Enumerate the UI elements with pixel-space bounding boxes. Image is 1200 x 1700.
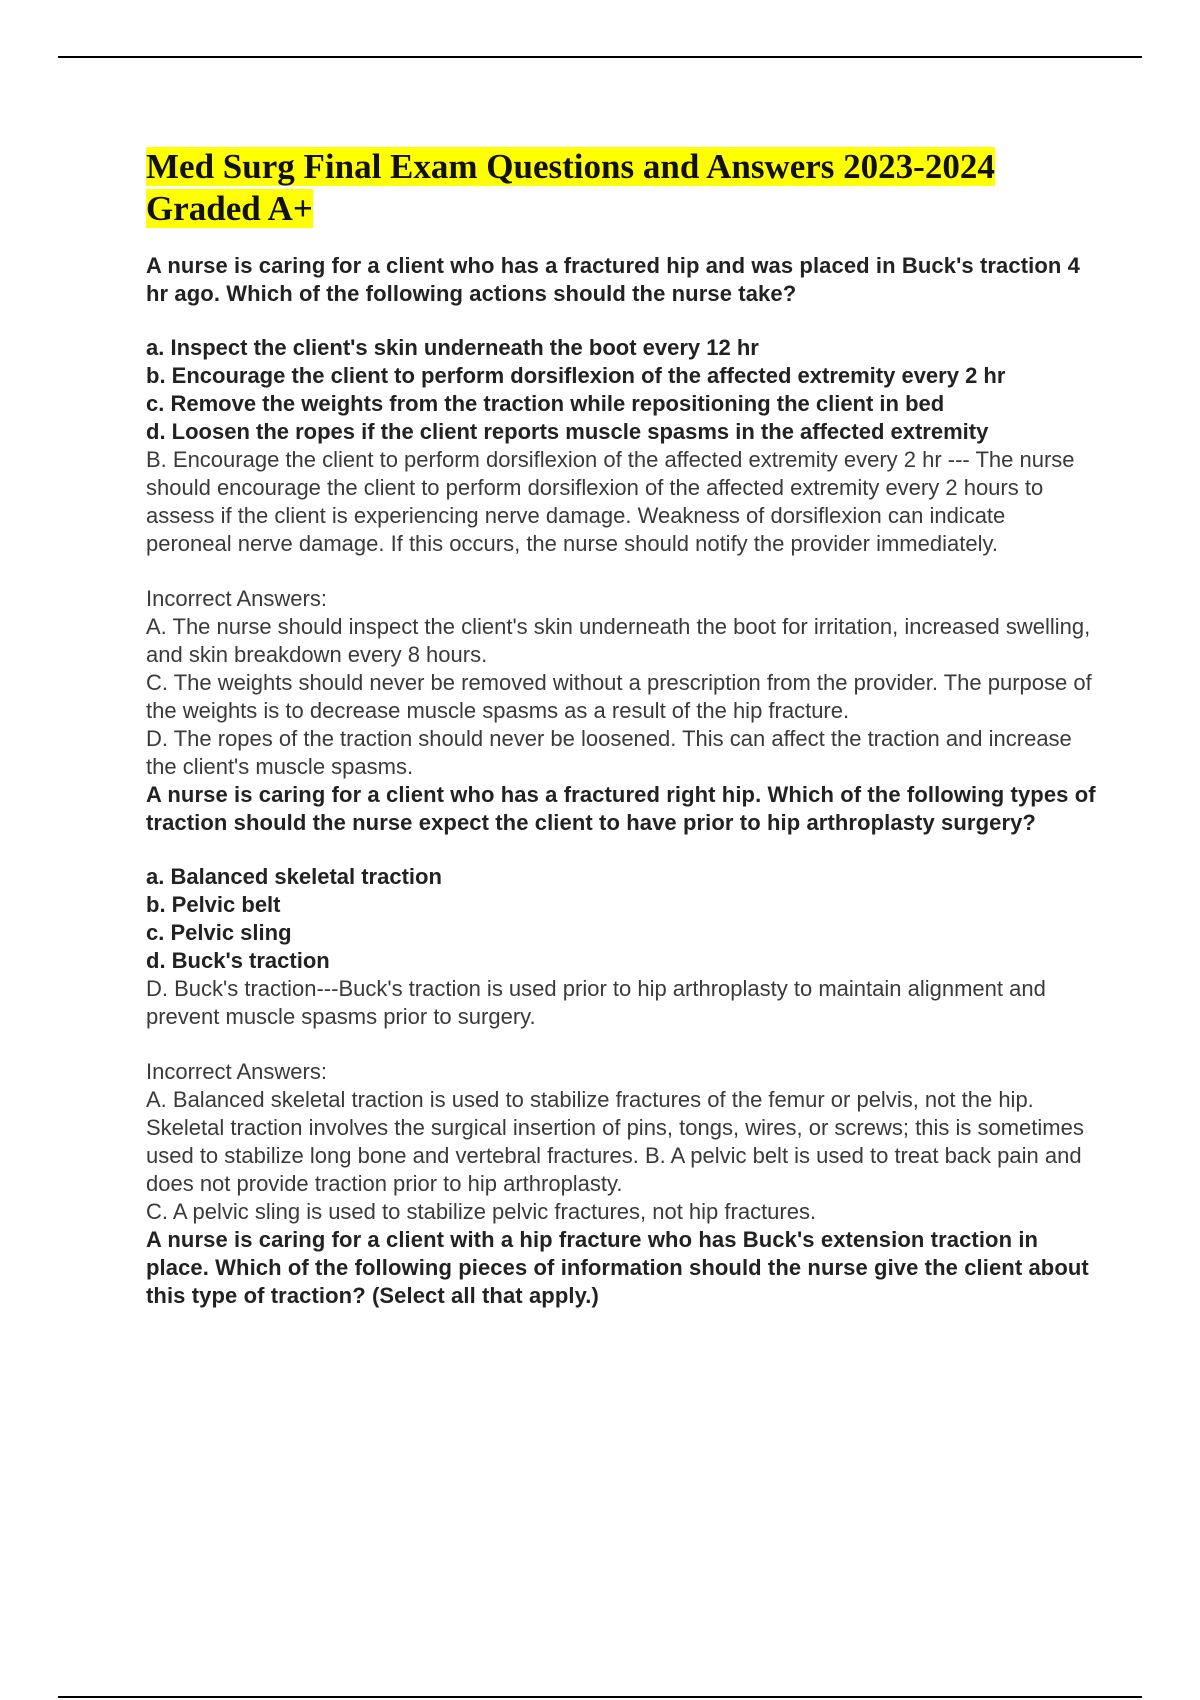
incorrect-answers-heading: Incorrect Answers: — [146, 1059, 327, 1084]
question-text: A nurse is caring for a client who has a fractured right hip. Which of the following types of traction should the nurse expect the client to have prior to hip arthroplasty surgery? — [146, 782, 1096, 835]
option-c: c. Remove the weights from the traction while repositioning the client in bed — [146, 391, 945, 416]
option-c: c. Pelvic sling — [146, 920, 292, 945]
question-text: A nurse is caring for a client with a hip fracture who has Buck's extension traction in place. Which of the following pieces of information should the nurse give the client about this type of traction? (Select all that apply.) — [146, 1227, 1089, 1308]
title-line-1: Med Surg Final Exam Questions and Answers 2023-2024 — [146, 147, 995, 186]
question-block-3 — [146, 1226, 1096, 1310]
question-block-1 — [146, 252, 1096, 781]
option-d: d. Loosen the ropes if the client reports muscle spasms in the affected extremity — [146, 419, 989, 444]
option-d: d. Buck's traction — [146, 948, 330, 973]
incorrect-answer-a-b: A. Balanced skeletal traction is used to stabilize fractures of the femur or pelvis, not the hip. Skeletal traction involves the surgical insertion of pins, tongs, wires, or screws; this is sometimes used to stabilize long bone and vertebral fractures. B. A pelvic belt is used to treat back pain and does not provide traction prior to hip arthroplasty. — [146, 1087, 1084, 1196]
option-a: a. Inspect the client's skin underneath the boot every 12 hr — [146, 335, 759, 360]
option-a: a. Balanced skeletal traction — [146, 864, 442, 889]
incorrect-answer-c: C. A pelvic sling is used to stabilize pelvic fractures, not hip fractures. — [146, 1199, 817, 1224]
answer-explanation: D. Buck's traction---Buck's traction is used prior to hip arthroplasty to maintain alignment and prevent muscle spasms prior to surgery. — [146, 976, 1046, 1029]
incorrect-answer-a: A. The nurse should inspect the client's skin underneath the boot for irritation, increased swelling, and skin breakdown every 8 hours. — [146, 614, 1091, 667]
bottom-rule — [58, 1696, 1142, 1698]
document-body — [146, 146, 1096, 1310]
question-block-2 — [146, 781, 1096, 1226]
question-text: A nurse is caring for a client who has a fractured hip and was placed in Buck's traction 4 hr ago. Which of the following actions should the nurse take? — [146, 253, 1080, 306]
top-rule — [58, 56, 1142, 58]
incorrect-answers-heading: Incorrect Answers: — [146, 586, 327, 611]
incorrect-answer-d: D. The ropes of the traction should never be loosened. This can affect the traction and increase the client's muscle spasms. — [146, 726, 1072, 779]
answer-explanation: B. Encourage the client to perform dorsiflexion of the affected extremity every 2 hr --- The nurse should encourage the client to perform dorsiflexion of the affected extremity every 2 hours to assess if the client is experiencing nerve damage. Weakness of dorsiflexion can indicate peroneal nerve damage. If this occurs, the nurse should notify the provider immediately. — [146, 447, 1075, 556]
incorrect-answer-c: C. The weights should never be removed without a prescription from the provider. The purpose of the weights is to decrease muscle spasms as a result of the hip fracture. — [146, 670, 1092, 723]
option-b: b. Pelvic belt — [146, 892, 281, 917]
option-b: b. Encourage the client to perform dorsiflexion of the affected extremity every 2 hr — [146, 363, 1006, 388]
document-title — [146, 146, 1096, 230]
title-line-2: Graded A+ — [146, 189, 313, 228]
